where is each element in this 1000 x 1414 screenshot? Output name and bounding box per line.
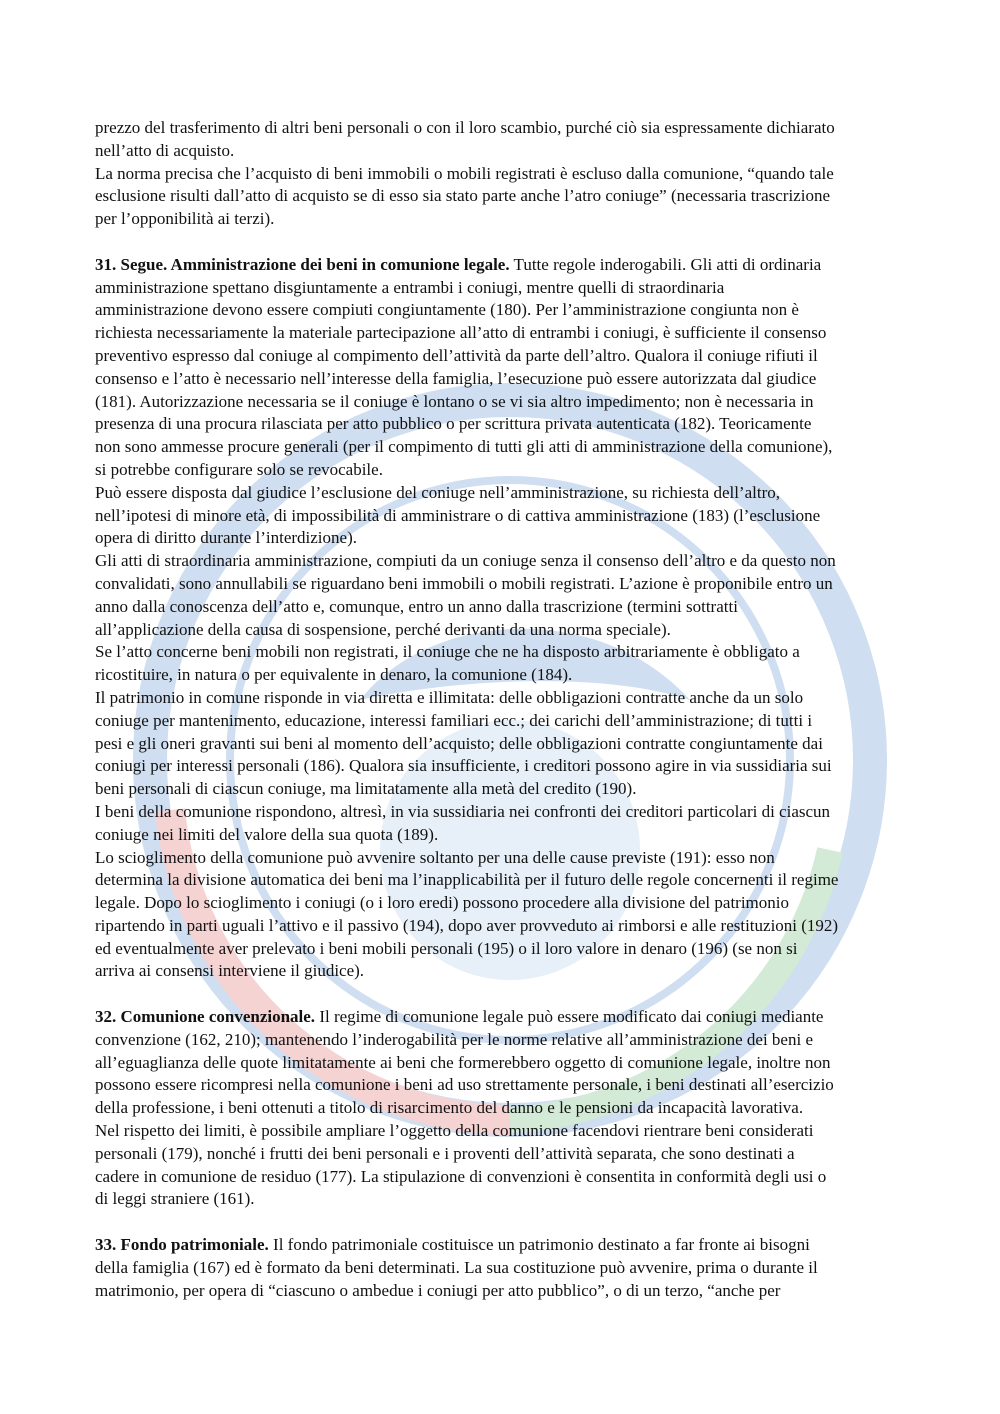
text-line <box>95 847 907 870</box>
text-line <box>95 596 907 619</box>
line-text: nell’atto di acquisto. <box>95 140 235 160</box>
text-line <box>95 459 907 482</box>
line-text: di leggi straniere (161). <box>95 1189 255 1209</box>
text-line <box>95 1029 907 1052</box>
line-text: amministrazione devono essere compiuti congiuntamente (180). Per l’amministrazione congiunta non è <box>95 300 799 320</box>
line-text: opera di diritto durante l’interdizione). <box>95 528 357 548</box>
text-line <box>95 322 907 345</box>
text-line <box>95 1074 907 1097</box>
text-line <box>95 391 907 414</box>
line-text: Se l’atto concerne beni mobili non registrati, il coniuge che ne ha disposto arbitrariamente è obbligato a <box>95 642 800 662</box>
line-text: (181). Autorizzazione necessaria se il coniuge è lontano o se vi sia altro impedimento; non è necessaria in <box>95 391 814 411</box>
line-text: ed eventualmente aver prelevato i beni mobili personali (195) o il loro valore in denaro (196) (se non si <box>95 938 798 958</box>
line-text: presenza di una procura rilasciata per atto pubblico o per scrittura privata autenticata (182). Teoricamente <box>95 414 812 434</box>
line-text: Il fondo patrimoniale costituisce un patrimonio destinato a far fronte ai bisogni <box>268 1235 810 1255</box>
text-line <box>95 938 907 961</box>
text-line <box>95 710 907 733</box>
text-line <box>95 208 907 231</box>
text-line <box>95 482 907 505</box>
text-line <box>95 505 907 528</box>
line-text: ripartendo in parti uguali l’attivo e il passivo (194), dopo aver provveduto ai rimborsi e alle restituzioni (192) <box>95 915 839 935</box>
line-text: personali (179), nonché i frutti dei beni personali e i proventi dell’attività separata, che sono destinati a <box>95 1143 795 1163</box>
line-text: per l’opponibilità ai terzi). <box>95 209 275 229</box>
text-line <box>95 163 907 186</box>
text-line <box>95 1006 907 1029</box>
line-text: coniuge per mantenimento, educazione, interessi familiari ecc.; dei carichi dell’amministrazione; di tutti i <box>95 710 813 730</box>
line-text: arriva ai consensi interviene il giudice). <box>95 961 365 981</box>
line-text: cadere in comunione de residuo (177). La stipulazione di convenzioni è consentita in conformità degli usi o <box>95 1166 827 1186</box>
text-line <box>95 1166 907 1189</box>
line-text: della famiglia (167) ed è formato da beni determinati. La sua costituzione può avvenire, prima o durante il <box>95 1257 818 1277</box>
section-title: 32. Comunione convenzionale. <box>95 1007 316 1027</box>
text-line <box>95 801 907 824</box>
text-line <box>95 1280 907 1303</box>
text-line <box>95 869 907 892</box>
text-line <box>95 824 907 847</box>
paragraph-gap <box>95 983 907 1006</box>
text-line <box>95 140 907 163</box>
text-line <box>95 117 907 140</box>
line-text: Gli atti di straordinaria amministrazione, compiuti da un coniuge senza il consenso dell’altro e da questo non <box>95 551 836 571</box>
text-line <box>95 299 907 322</box>
line-text: Tutte regole inderogabili. Gli atti di ordinaria <box>509 254 822 274</box>
line-text: esclusione risulti dall’atto di acquisto se di esso sia stato parte anche l’atro coniuge” (necessaria trascrizione <box>95 186 830 206</box>
line-text: determina la divisione automatica dei beni ma l’inapplicabilità per il futuro delle regole concernenti il regime <box>95 870 839 890</box>
text-line <box>95 436 907 459</box>
line-text: Può essere disposta dal giudice l’esclusione del coniuge nell’amministrazione, su richiesta dell’altro, <box>95 482 780 502</box>
text-line <box>95 550 907 573</box>
line-text: nell’ipotesi di minore età, di impossibilità di amministrare o di cattiva amministrazione (183) (l’esclusione <box>95 505 821 525</box>
text-line <box>95 185 907 208</box>
text-line <box>95 1097 907 1120</box>
line-text: I beni della comunione rispondono, altresì, in via sussidiaria nei confronti dei creditori particolari di ciascun <box>95 801 831 821</box>
line-text: convalidati, sono annullabili se riguardano beni immobili o mobili registrati. L’azione è proponibile entro un <box>95 573 833 593</box>
text-line <box>95 413 907 436</box>
line-text: coniuge nei limiti del valore della sua quota (189). <box>95 824 439 844</box>
text-line <box>95 1052 907 1075</box>
line-text: non sono ammesse procure generali (per il compimento di tutti gli atti di amministrazione della comunione), <box>95 437 833 457</box>
text-line <box>95 892 907 915</box>
text-line <box>95 619 907 642</box>
line-text: Lo scioglimento della comunione può avvenire soltanto per una delle cause previste (191): esso non <box>95 847 775 867</box>
line-text: all’applicazione della causa di sospensione, perché derivanti da una norma speciale). <box>95 619 671 639</box>
section-title: 31. Segue. Amministrazione dei beni in comunione legale. <box>95 254 510 274</box>
text-line <box>95 368 907 391</box>
line-text: consenso e l’atto è necessario nell’interesse della famiglia, l’esecuzione può essere autorizzata dal giudice <box>95 368 817 388</box>
line-text: convenzione (162, 210); mantenendo l’inderogabilità per le norme relative all’amministrazione dei beni e <box>95 1029 813 1049</box>
line-text: pesi e gli oneri gravanti sui beni al momento dell’acquisto; delle obbligazioni contratte congiuntamente dai <box>95 733 823 753</box>
text-line <box>95 664 907 687</box>
text-line <box>95 345 907 368</box>
text-line <box>95 733 907 756</box>
text-line <box>95 1234 907 1257</box>
text-line <box>95 573 907 596</box>
line-text: beni personali di ciascun coniuge, ma limitatamente alla metà del credito (190). <box>95 779 637 799</box>
paragraph-gap <box>95 1211 907 1234</box>
line-text: coniugi per interessi personali (186). Qualora sia insufficiente, i creditori possono agire in via sussidiaria sui <box>95 756 832 776</box>
document-page <box>95 117 907 1302</box>
text-line <box>95 254 907 277</box>
line-text: all’eguaglianza delle quote limitatamente ai beni che formerebbero oggetto di comunione legale, inoltre non <box>95 1052 831 1072</box>
text-line <box>95 960 907 983</box>
line-text: Nel rispetto dei limiti, è possibile ampliare l’oggetto della comunione facendovi rientrare beni considerati <box>95 1121 814 1141</box>
line-text: anno dalla conoscenza dell’atto e, comunque, entro un anno dalla trascrizione (termini sottratti <box>95 596 738 616</box>
line-text: della professione, i beni ottenuti a titolo di risarcimento del danno e le pensioni da incapacità lavorativa. <box>95 1098 804 1118</box>
text-line <box>95 755 907 778</box>
text-line <box>95 527 907 550</box>
section-title: 33. Fondo patrimoniale. <box>95 1235 269 1255</box>
text-line <box>95 687 907 710</box>
line-text: prezzo del trasferimento di altri beni personali o con il loro scambio, purché ciò sia espressamente dichiarato <box>95 118 835 137</box>
text-line <box>95 641 907 664</box>
line-text: Il patrimonio in comune risponde in via diretta e illimitata: delle obbligazioni contratte anche da un solo <box>95 687 804 707</box>
line-text: possono essere ricompresi nella comunione i beni ad uso strettamente personale, i beni destinati all’esercizio <box>95 1075 834 1095</box>
line-text: La norma precisa che l’acquisto di beni immobili o mobili registrati è escluso dalla comunione, “quando tale <box>95 163 834 183</box>
line-text: si potrebbe configurare solo se revocabile. <box>95 459 383 479</box>
line-text: amministrazione spettano disgiuntamente a entrambi i coniugi, mentre quelli di straordinaria <box>95 277 725 297</box>
line-text: richiesta necessariamente la materiale partecipazione all’atto di entrambi i coniugi, è sufficiente il consenso <box>95 323 827 343</box>
line-text: ricostituire, in natura o per equivalente in denaro, la comunione (184). <box>95 665 573 685</box>
text-line <box>95 277 907 300</box>
line-text: preventivo espresso dal coniuge al compimento dell’attività da parte dell’altro. Qualora il coniuge rifiuti il <box>95 345 818 365</box>
line-text: Il regime di comunione legale può essere modificato dai coniugi mediante <box>315 1007 824 1027</box>
text-line <box>95 1257 907 1280</box>
text-line <box>95 1143 907 1166</box>
text-line <box>95 778 907 801</box>
text-line <box>95 915 907 938</box>
text-line <box>95 1120 907 1143</box>
text-line <box>95 1188 907 1211</box>
paragraph-gap <box>95 231 907 254</box>
line-text: legale. Dopo lo scioglimento i coniugi (o i loro eredi) possono procedere alla divisione del patrimonio <box>95 893 789 913</box>
line-text: matrimonio, per opera di “ciascuno o ambedue i coniugi per atto pubblico”, o di un terzo, “anche per <box>95 1280 781 1300</box>
